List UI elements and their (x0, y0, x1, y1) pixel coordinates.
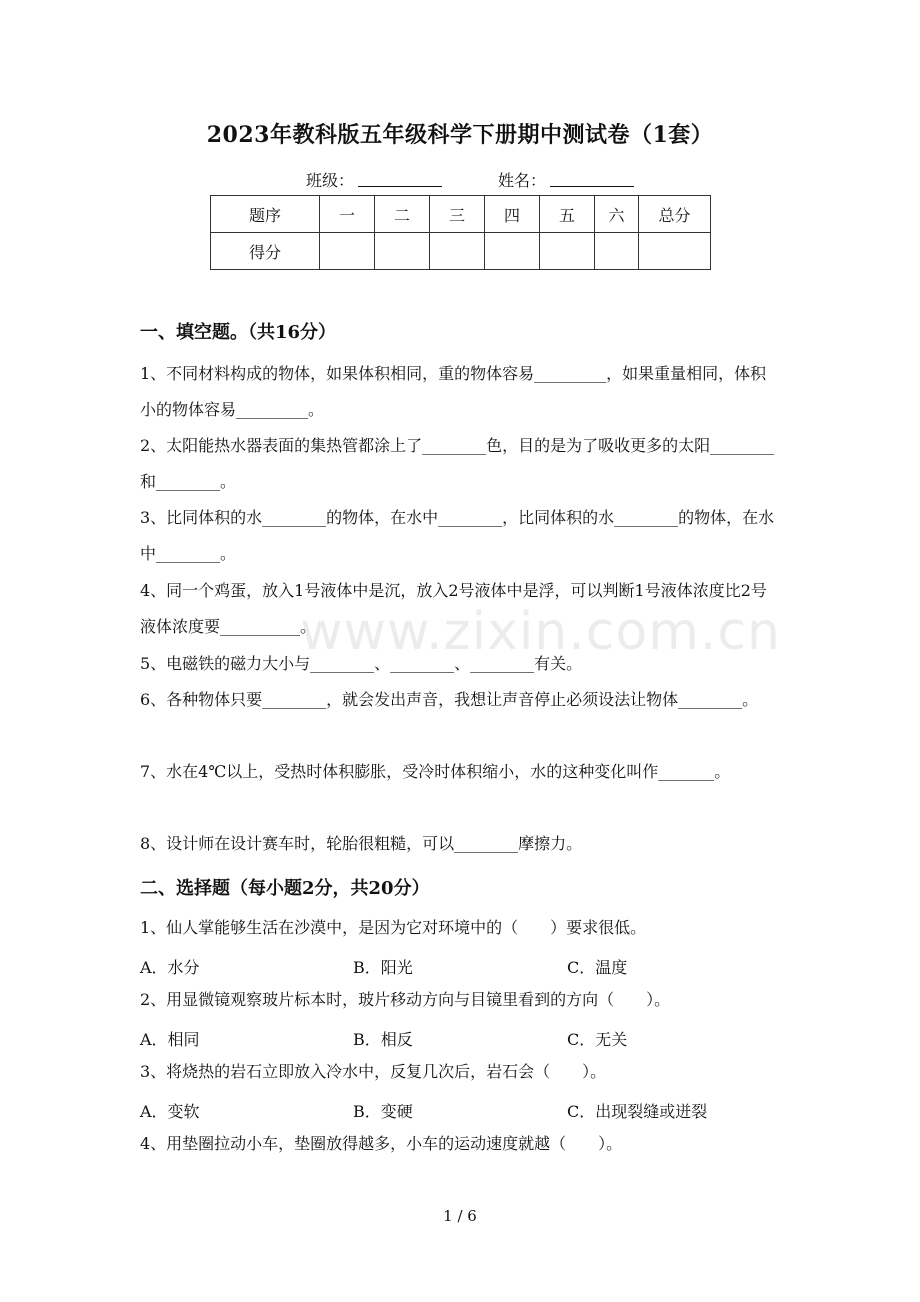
page-title: 2023年教科版五年级科学下册期中测试卷（1套） (206, 122, 714, 148)
score-header-cell: 四 (485, 196, 540, 233)
fill-question: 7、水在4℃以上，受热时体积膨胀，受冷时体积缩小，水的这种变化叫作_______。 (140, 762, 731, 781)
score-cell[interactable] (485, 233, 540, 270)
option-a[interactable]: A．相同 (140, 1030, 200, 1049)
name-label: 姓名： (498, 171, 547, 190)
score-header-cell: 五 (540, 196, 595, 233)
choice-question: 4、用垫圈拉动小车，垫圈放得越多，小车的运动速度就越（ ）。 (140, 1134, 623, 1153)
option-c[interactable]: C．出现裂缝或迸裂 (567, 1102, 708, 1121)
score-cell[interactable] (320, 233, 375, 270)
score-cell[interactable] (639, 233, 711, 270)
score-header-cell: 总分 (639, 196, 711, 233)
fill-question: 4、同一个鸡蛋，放入1号液体中是沉，放入2号液体中是浮，可以判断1号液体浓度比2号液体浓度要__________。 (140, 581, 767, 636)
section-heading: 一、填空题。（共16分） (140, 322, 337, 343)
score-header-cell: 三 (430, 196, 485, 233)
score-row-label: 得分 (211, 233, 320, 270)
score-cell[interactable] (595, 233, 639, 270)
score-table (210, 195, 711, 270)
score-header-cell: 一 (320, 196, 375, 233)
watermark: www.zixin.com.cn (300, 602, 781, 662)
score-cell[interactable] (375, 233, 430, 270)
choice-question: 2、用显微镜观察玻片标本时，玻片移动方向与目镜里看到的方向（ ）。 (140, 990, 671, 1009)
option-b[interactable]: B．相反 (353, 1030, 413, 1049)
choice-question: 3、将烧热的岩石立即放入冷水中，反复几次后，岩石会（ ）。 (140, 1062, 607, 1081)
page-number: 1 / 6 (443, 1207, 477, 1225)
fill-question: 8、设计师在设计赛车时，轮胎很粗糙，可以________摩擦力。 (140, 834, 583, 853)
score-header-cell: 二 (375, 196, 430, 233)
option-c[interactable]: C．温度 (567, 958, 628, 977)
score-table-score-row (211, 233, 711, 270)
name-blank (550, 168, 634, 187)
fill-question: 6、各种物体只要________，就会发出声音，我想让声音停止必须设法让物体________。 (140, 690, 759, 709)
fill-question: 5、电磁铁的磁力大小与________、________、________有关。 (140, 654, 583, 673)
score-cell[interactable] (430, 233, 485, 270)
option-c[interactable]: C．无关 (567, 1030, 628, 1049)
score-header-cell: 题序 (211, 196, 320, 233)
class-label: 班级： (306, 171, 355, 190)
fill-question: 1、不同材料构成的物体，如果体积相同，重的物体容易_________，如果重量相同，体积小的物体容易_________。 (140, 364, 767, 419)
option-a[interactable]: A．水分 (140, 958, 200, 977)
option-b[interactable]: B．变硬 (353, 1102, 413, 1121)
choice-question: 1、仙人掌能够生活在沙漠中，是因为它对环境中的（ ）要求很低。 (140, 918, 647, 937)
option-a[interactable]: A．变软 (140, 1102, 200, 1121)
fill-question: 2、太阳能热水器表面的集热管都涂上了________色，目的是为了吸收更多的太阳________和________。 (140, 436, 775, 491)
fill-question: 3、比同体积的水________的物体，在水中________，比同体积的水________的物体，在水中________。 (140, 508, 775, 563)
score-table-header-row (211, 196, 711, 233)
class-blank (358, 168, 442, 187)
student-info (306, 168, 634, 191)
score-cell[interactable] (540, 233, 595, 270)
option-b[interactable]: B．阳光 (353, 958, 413, 977)
section-heading: 二、选择题（每小题2分，共20分） (140, 878, 430, 899)
score-header-cell: 六 (595, 196, 639, 233)
